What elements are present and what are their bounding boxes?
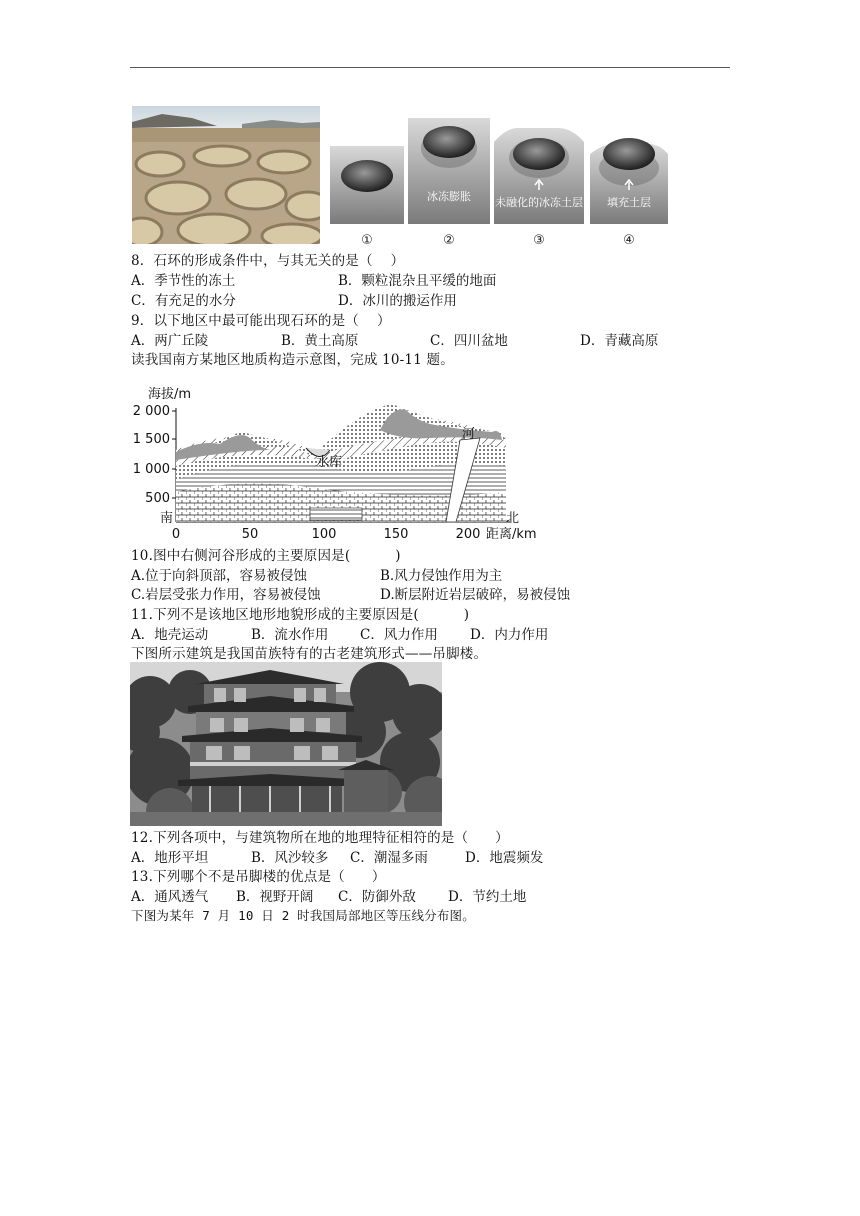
x-tick-150: 150	[383, 527, 409, 542]
q9-option-d: D．青藏高原	[580, 333, 659, 349]
question-11-stem: 11.下列不是该地区地形地貌形成的主要原因是( )	[131, 607, 470, 623]
y-tick-2000: 2 000	[132, 404, 170, 419]
y-tick-500: 500	[145, 491, 170, 506]
stone-ring-formation-diagram	[328, 114, 670, 248]
geologic-cross-section	[130, 380, 550, 544]
q8-option-c: C．有充足的水分	[131, 293, 236, 309]
q8-option-a: A．季节性的冻土	[131, 273, 236, 289]
stilt-house-photo	[130, 662, 442, 826]
y-tick-1500: 1 500	[132, 432, 170, 447]
q10-option-b: B.风力侵蚀作用为主	[380, 568, 503, 584]
x-tick-100: 100	[311, 527, 337, 542]
q10-option-c: C.岩层受张力作用，容易被侵蚀	[131, 587, 321, 603]
q11-option-d: D．内力作用	[470, 627, 549, 643]
stone-ring-photo	[132, 106, 320, 244]
question-9-stem: 9．以下地区中最可能出现石环的是（ ）	[131, 313, 391, 329]
question-10-stem: 10.图中右侧河谷形成的主要原因是( )	[131, 548, 401, 564]
y-axis-title: 海拔/m	[148, 387, 192, 402]
label-reservoir: 水库	[316, 455, 343, 470]
panel-label-unthawed-frozen-layer: 未融化的冰冻土层	[495, 196, 583, 209]
q12-option-b: B．风沙较多	[251, 850, 329, 866]
intro-questions-12-13: 下图所示建筑是我国苗族特有的古老建筑形式——吊脚楼。	[131, 646, 488, 662]
panel-number-3: ③	[533, 233, 545, 248]
q8-option-b: B．颗粒混杂且平缓的地面	[338, 273, 497, 289]
intro-isobar-map: 下图为某年 7 月 10 日 2 时我国局部地区等压线分布图。	[131, 908, 475, 923]
q9-option-b: B．黄土高原	[281, 333, 359, 349]
q13-option-a: A．通风透气	[131, 889, 209, 905]
q9-option-a: A．两广丘陵	[131, 333, 209, 349]
q10-option-a: A.位于向斜顶部，容易被侵蚀	[131, 568, 308, 584]
panel-number-1: ①	[361, 233, 373, 248]
q13-option-d: D．节约土地	[448, 889, 527, 905]
x-tick-50: 50	[241, 527, 259, 542]
panel-label-ice-expansion: 冰冻膨胀	[427, 190, 471, 203]
q9-option-c: C．四川盆地	[430, 333, 508, 349]
panel-label-fill-layer: 填充土层	[607, 196, 651, 209]
q11-option-a: A．地壳运动	[131, 627, 209, 643]
q13-option-c: C．防御外敌	[338, 889, 416, 905]
question-8-stem: 8．石环的形成条件中，与其无关的是（ ）	[131, 253, 405, 269]
label-river: 河	[462, 427, 476, 442]
q12-option-d: D．地震频发	[465, 850, 544, 866]
label-south: 南	[160, 511, 174, 526]
x-tick-200: 200	[455, 527, 481, 542]
header-rule	[130, 67, 730, 68]
q11-option-b: B．流水作用	[251, 627, 329, 643]
q11-option-c: C．风力作用	[360, 627, 438, 643]
intro-questions-10-11: 读我国南方某地区地质构造示意图，完成 10-11 题。	[131, 352, 454, 368]
label-north: 北	[506, 511, 520, 526]
q12-option-a: A．地形平坦	[131, 850, 209, 866]
question-13-stem: 13.下列哪个不是吊脚楼的优点是（ ）	[131, 869, 386, 885]
q10-option-d: D.断层附近岩层破碎，易被侵蚀	[380, 587, 571, 603]
q13-option-b: B．视野开阔	[236, 889, 314, 905]
panel-number-4: ④	[623, 233, 635, 248]
x-tick-0: 0	[171, 527, 181, 542]
question-12-stem: 12.下列各项中，与建筑物所在地的地理特征相符的是（ ）	[131, 830, 509, 846]
q8-option-d: D．冰川的搬运作用	[338, 293, 457, 309]
x-axis-title: 距离/km	[486, 527, 537, 542]
q12-option-c: C．潮湿多雨	[350, 850, 428, 866]
panel-number-2: ②	[443, 233, 455, 248]
y-tick-1000: 1 000	[132, 462, 170, 477]
